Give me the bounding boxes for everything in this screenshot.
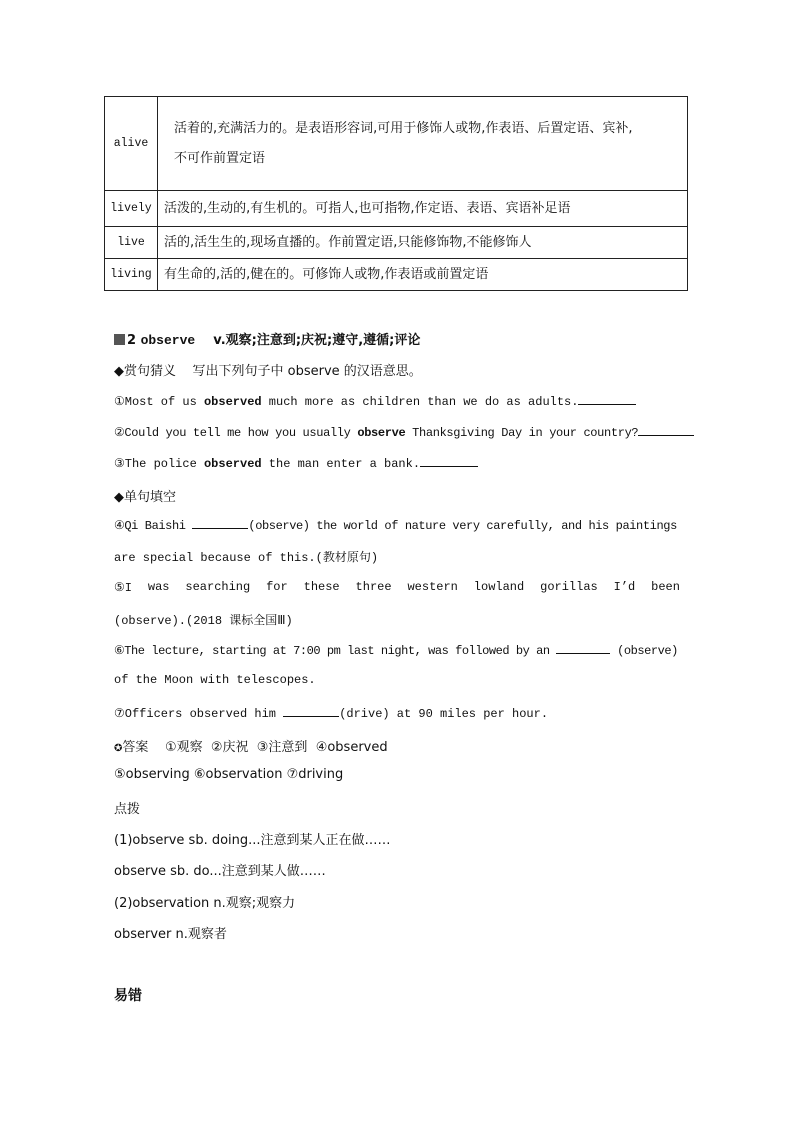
word: I’d: [613, 580, 636, 594]
sentence-2: [114, 424, 694, 440]
sentence-5-cont: (observe).(2018 课标全国Ⅲ): [114, 614, 293, 628]
section-meanings: v.观察;注意到;庆祝;遵守,遵循;评论: [213, 333, 421, 348]
sentence-5: [114, 580, 680, 595]
keyword: observe: [357, 426, 406, 440]
answer-blank[interactable]: [556, 642, 610, 654]
table-row: [105, 97, 688, 191]
section-number: 2: [127, 333, 137, 348]
section-word: observe: [140, 333, 196, 348]
word: gorillas: [540, 580, 598, 594]
table-desc: 活的,活生生的,现场直播的。作前置定语,只能修饰物,不能修饰人: [158, 227, 688, 259]
answer-blank[interactable]: [192, 517, 248, 529]
table-word: live: [105, 227, 158, 259]
part1-title: ◆赏句猜义: [114, 364, 176, 379]
word: was: [147, 580, 170, 594]
table-desc: [158, 97, 688, 191]
sentence-6: [114, 642, 678, 658]
sentence-1: [114, 393, 636, 409]
word: western: [407, 580, 458, 594]
sentence-text: ①Most of us: [114, 395, 204, 409]
sentence-text: the man enter a bank.: [261, 457, 421, 471]
sentence-4-cont: are special because of this.(教材原句): [114, 551, 379, 565]
tip-item: (1)observe sb. doing...注意到某人正在做……: [114, 833, 391, 848]
sentence-text: (drive) at 90 miles per hour.: [339, 707, 549, 721]
word: these: [303, 580, 340, 594]
vocab-table: [104, 96, 688, 291]
word: for: [266, 580, 288, 594]
table-word: living: [105, 259, 158, 291]
table-row: [105, 259, 688, 291]
word: ⑤I: [114, 581, 132, 595]
answers-label: 答案: [122, 740, 149, 755]
answer-blank[interactable]: [283, 705, 339, 717]
sentence-text: ④Qi Baishi: [114, 519, 186, 533]
keyword: observed: [203, 395, 262, 409]
table-desc-line: 不可作前置定语: [174, 150, 266, 166]
table-desc-line: 活着的,充满活力的。是表语形容词,可用于修饰人或物,作表语、后置定语、宾补,: [174, 120, 633, 136]
sentence-text: Thanksgiving Day in your country?: [405, 426, 639, 440]
word: been: [651, 580, 680, 594]
sentence-text: ⑥The lecture, starting at 7:00 pm last night, was followed by an: [114, 644, 550, 658]
table-word: alive: [105, 97, 158, 191]
answer-key-icon: ✪: [114, 743, 123, 754]
part2-title: ◆单句填空: [114, 490, 176, 505]
table-row: [105, 227, 688, 259]
answers-line-2: ⑤observing ⑥observation ⑦driving: [114, 767, 344, 782]
answer-blank[interactable]: [638, 424, 694, 436]
table-row: [105, 191, 688, 227]
keyword: observed: [203, 457, 262, 471]
sentence-text: (observe) the world of nature very carefully, and his paintings: [248, 519, 677, 533]
answer-blank[interactable]: [578, 393, 636, 405]
sentence-text: ②Could you tell me how you usually: [114, 426, 358, 440]
sentence-4: [114, 517, 677, 533]
section-heading: [114, 329, 420, 348]
sentence-text: much more as children than we do as adults.: [261, 395, 579, 409]
next-section-heading: 易错: [114, 988, 142, 1004]
sentence-text: ⑦Officers observed him: [114, 707, 276, 721]
part1-instruction: 写出下列句子中 observe 的汉语意思。: [192, 364, 422, 379]
word: lowland: [473, 580, 525, 594]
sentence-text: ③The police: [114, 457, 204, 471]
word: searching: [185, 580, 251, 594]
table-desc: 活泼的,生动的,有生机的。可指人,也可指物,作定语、表语、宾语补足语: [158, 191, 688, 227]
tip-item: (2)observation n.观察;观察力: [114, 896, 296, 911]
part1-header: [114, 360, 422, 379]
word: three: [355, 580, 392, 594]
sentence-3: [114, 455, 478, 471]
square-bullet-icon: [114, 334, 125, 345]
table-word: lively: [105, 191, 158, 227]
answers-text: ①观察 ②庆祝 ③注意到 ④observed: [164, 740, 388, 755]
tip-item: observe sb. do...注意到某人做……: [114, 864, 326, 879]
answers-line-1: [114, 736, 388, 755]
tips-title: 点拨: [114, 802, 141, 817]
table-desc: 有生命的,活的,健在的。可修饰人或物,作表语或前置定语: [158, 259, 688, 291]
sentence-7: [114, 705, 548, 721]
tip-item: observer n.观察者: [114, 927, 227, 942]
answer-blank[interactable]: [420, 455, 478, 467]
sentence-text: (observe): [617, 644, 678, 658]
sentence-6-cont: of the Moon with telescopes.: [114, 673, 316, 687]
